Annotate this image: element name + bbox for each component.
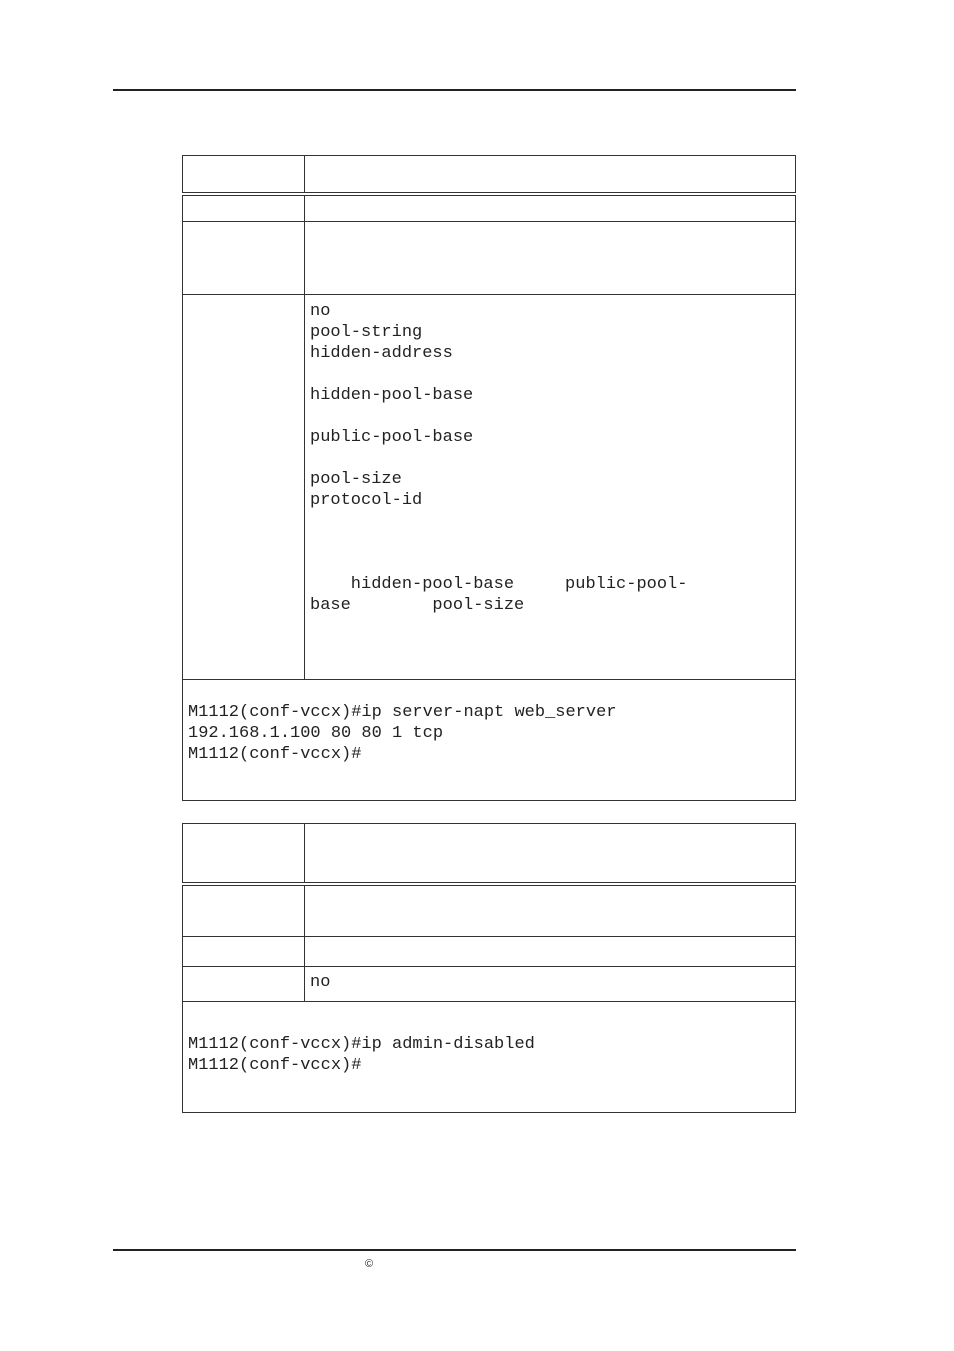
param-spacer xyxy=(310,553,790,574)
example-line: 192.168.1.100 80 80 1 tcp xyxy=(188,724,444,743)
param-line: hidden-pool-base public-pool- xyxy=(310,575,688,594)
command-name-label-cell xyxy=(183,824,305,885)
mode-label-cell xyxy=(183,937,305,967)
example-line: M1112(conf-vccx)# xyxy=(188,745,362,764)
description-value-cell xyxy=(305,222,796,295)
command-table-server-napt xyxy=(182,155,796,801)
command-table-admin-disabled xyxy=(182,823,796,1113)
parameters-row xyxy=(183,295,796,680)
param-line: protocol-id xyxy=(310,491,423,510)
example-line: M1112(conf-vccx)# xyxy=(188,1056,362,1075)
footer-rule xyxy=(113,1249,796,1251)
description-value-cell xyxy=(305,884,796,937)
param-line: no xyxy=(310,302,331,321)
description-row xyxy=(183,222,796,295)
param-line: no xyxy=(310,973,331,992)
param-line: hidden-address xyxy=(310,344,453,363)
example-cell xyxy=(183,1002,796,1113)
param-line: base pool-size xyxy=(310,596,525,615)
parameters-label-cell xyxy=(183,967,305,1002)
example-row xyxy=(183,680,796,801)
mode-row xyxy=(183,937,796,967)
copyright-symbol: © xyxy=(365,1258,374,1270)
parameters-label-cell xyxy=(183,295,305,680)
parameters-value-cell xyxy=(305,295,796,680)
parameters-value-cell xyxy=(305,967,796,1002)
example-line: M1112(conf-vccx)#ip admin-disabled xyxy=(188,1035,535,1054)
command-name-row xyxy=(183,824,796,885)
command-name-label-cell xyxy=(183,156,305,195)
example-row xyxy=(183,1002,796,1113)
mode-value-cell xyxy=(305,937,796,967)
mode-value-cell xyxy=(305,194,796,222)
command-name-value-cell xyxy=(305,156,796,195)
param-line: pool-string xyxy=(310,323,423,342)
param-line: pool-size xyxy=(310,470,402,489)
param-line: hidden-pool-base xyxy=(310,386,474,405)
mode-label-cell xyxy=(183,194,305,222)
description-label-cell xyxy=(183,222,305,295)
param-line: public-pool-base xyxy=(310,428,474,447)
mode-row xyxy=(183,194,796,222)
example-cell xyxy=(183,680,796,801)
description-row xyxy=(183,884,796,937)
header-rule xyxy=(113,89,796,91)
param-spacer xyxy=(310,406,790,427)
param-spacer xyxy=(310,364,790,385)
param-spacer xyxy=(310,532,790,553)
param-spacer xyxy=(310,448,790,469)
description-label-cell xyxy=(183,884,305,937)
example-line: M1112(conf-vccx)#ip server-napt web_server xyxy=(188,703,617,722)
parameters-row xyxy=(183,967,796,1002)
command-name-row xyxy=(183,156,796,195)
command-name-value-cell xyxy=(305,824,796,885)
param-spacer xyxy=(310,511,790,532)
